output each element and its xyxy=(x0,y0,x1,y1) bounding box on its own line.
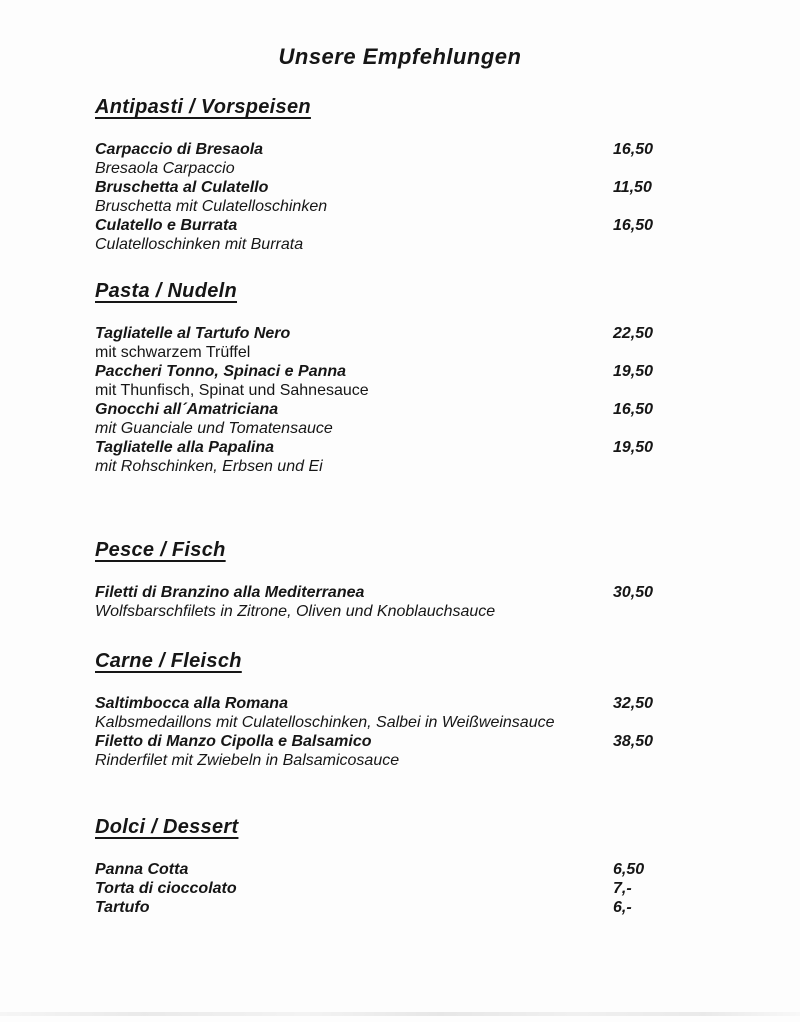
item-description: mit Guanciale und Tomatensauce xyxy=(95,420,333,437)
menu-section-pasta-nudeln xyxy=(95,279,760,476)
page-bottom-scan-edge xyxy=(0,1012,800,1016)
item-name-row xyxy=(95,879,760,898)
menu-section-carne-fleisch xyxy=(95,649,760,770)
menu-sections xyxy=(95,95,760,917)
item-name: Paccheri Tonno, Spinaci e Panna xyxy=(95,363,347,380)
menu-item xyxy=(95,324,760,362)
menu-item xyxy=(95,898,760,917)
menu-item xyxy=(95,362,760,400)
page-title: Unsere Empfehlungen xyxy=(278,44,522,69)
item-price: 16,50 xyxy=(613,401,654,418)
item-price: 19,50 xyxy=(613,439,654,456)
item-name-row xyxy=(95,583,760,602)
item-price: 6,50 xyxy=(613,861,645,878)
item-name-row xyxy=(95,694,760,713)
menu-item xyxy=(95,178,760,216)
item-name: Filetti di Branzino alla Mediterranea xyxy=(95,584,365,601)
item-name: Gnocchi all´Amatriciana xyxy=(95,401,279,418)
item-name-row xyxy=(95,178,760,197)
item-name: Bruschetta al Culatello xyxy=(95,179,269,196)
item-description: Kalbsmedaillons mit Culatelloschinken, Salbei in Weißweinsauce xyxy=(95,714,555,731)
item-name: Culatello e Burrata xyxy=(95,217,238,234)
item-name-row xyxy=(95,362,760,381)
item-description: Bruschetta mit Culatelloschinken xyxy=(95,198,328,215)
section-items xyxy=(95,583,760,621)
item-description: mit schwarzem Trüffel xyxy=(95,344,251,361)
item-price: 6,- xyxy=(613,899,632,916)
section-heading: Pesce / Fisch xyxy=(95,539,226,561)
item-price: 22,50 xyxy=(613,325,654,342)
section-heading: Antipasti / Vorspeisen xyxy=(95,96,311,118)
item-price: 38,50 xyxy=(613,733,654,750)
menu-item xyxy=(95,879,760,898)
item-name-row xyxy=(95,324,760,343)
item-name: Carpaccio di Bresaola xyxy=(95,141,264,158)
item-price: 19,50 xyxy=(613,363,654,380)
menu-item xyxy=(95,860,760,879)
section-items xyxy=(95,694,760,770)
menu-item xyxy=(95,732,760,770)
item-name: Torta di cioccolato xyxy=(95,880,237,897)
item-description: Wolfsbarschfilets in Zitrone, Oliven und Knoblauchsauce xyxy=(95,603,496,620)
section-items xyxy=(95,140,760,254)
item-description: Culatelloschinken mit Burrata xyxy=(95,236,304,253)
item-price: 16,50 xyxy=(613,217,654,234)
item-name-row xyxy=(95,898,760,917)
menu-section-dolci-dessert xyxy=(95,815,760,917)
item-description: mit Rohschinken, Erbsen und Ei xyxy=(95,458,323,475)
item-description: Bresaola Carpaccio xyxy=(95,160,235,177)
item-name: Tartufo xyxy=(95,899,150,916)
section-heading: Pasta / Nudeln xyxy=(95,280,238,302)
menu-item xyxy=(95,140,760,178)
item-name-row xyxy=(95,438,760,457)
item-name-row xyxy=(95,140,760,159)
item-name-row xyxy=(95,400,760,419)
item-name: Tagliatelle alla Papalina xyxy=(95,439,275,456)
menu-item xyxy=(95,438,760,476)
item-name: Tagliatelle al Tartufo Nero xyxy=(95,325,291,342)
item-price: 32,50 xyxy=(613,695,654,712)
item-description: Rinderfilet mit Zwiebeln in Balsamicosauce xyxy=(95,752,400,769)
item-name-row xyxy=(95,860,760,879)
item-name: Panna Cotta xyxy=(95,861,189,878)
item-price: 7,- xyxy=(613,880,632,897)
menu-item xyxy=(95,583,760,621)
item-name: Filetto di Manzo Cipolla e Balsamico xyxy=(95,733,372,750)
item-name-row xyxy=(95,216,760,235)
item-name: Saltimbocca alla Romana xyxy=(95,695,288,712)
item-price: 11,50 xyxy=(613,179,652,196)
menu-item xyxy=(95,694,760,732)
item-name-row xyxy=(95,732,760,751)
section-items xyxy=(95,324,760,476)
menu-body xyxy=(0,95,800,917)
menu-section-pesce-fisch xyxy=(95,538,760,621)
item-description: mit Thunfisch, Spinat und Sahnesauce xyxy=(95,382,369,399)
menu-item xyxy=(95,400,760,438)
section-heading: Dolci / Dessert xyxy=(95,816,239,838)
section-heading: Carne / Fleisch xyxy=(95,650,242,672)
item-price: 30,50 xyxy=(613,584,654,601)
menu-section-antipasti-vorspeisen xyxy=(95,95,760,254)
item-price: 16,50 xyxy=(613,141,654,158)
section-items xyxy=(95,860,760,917)
menu-item xyxy=(95,216,760,254)
